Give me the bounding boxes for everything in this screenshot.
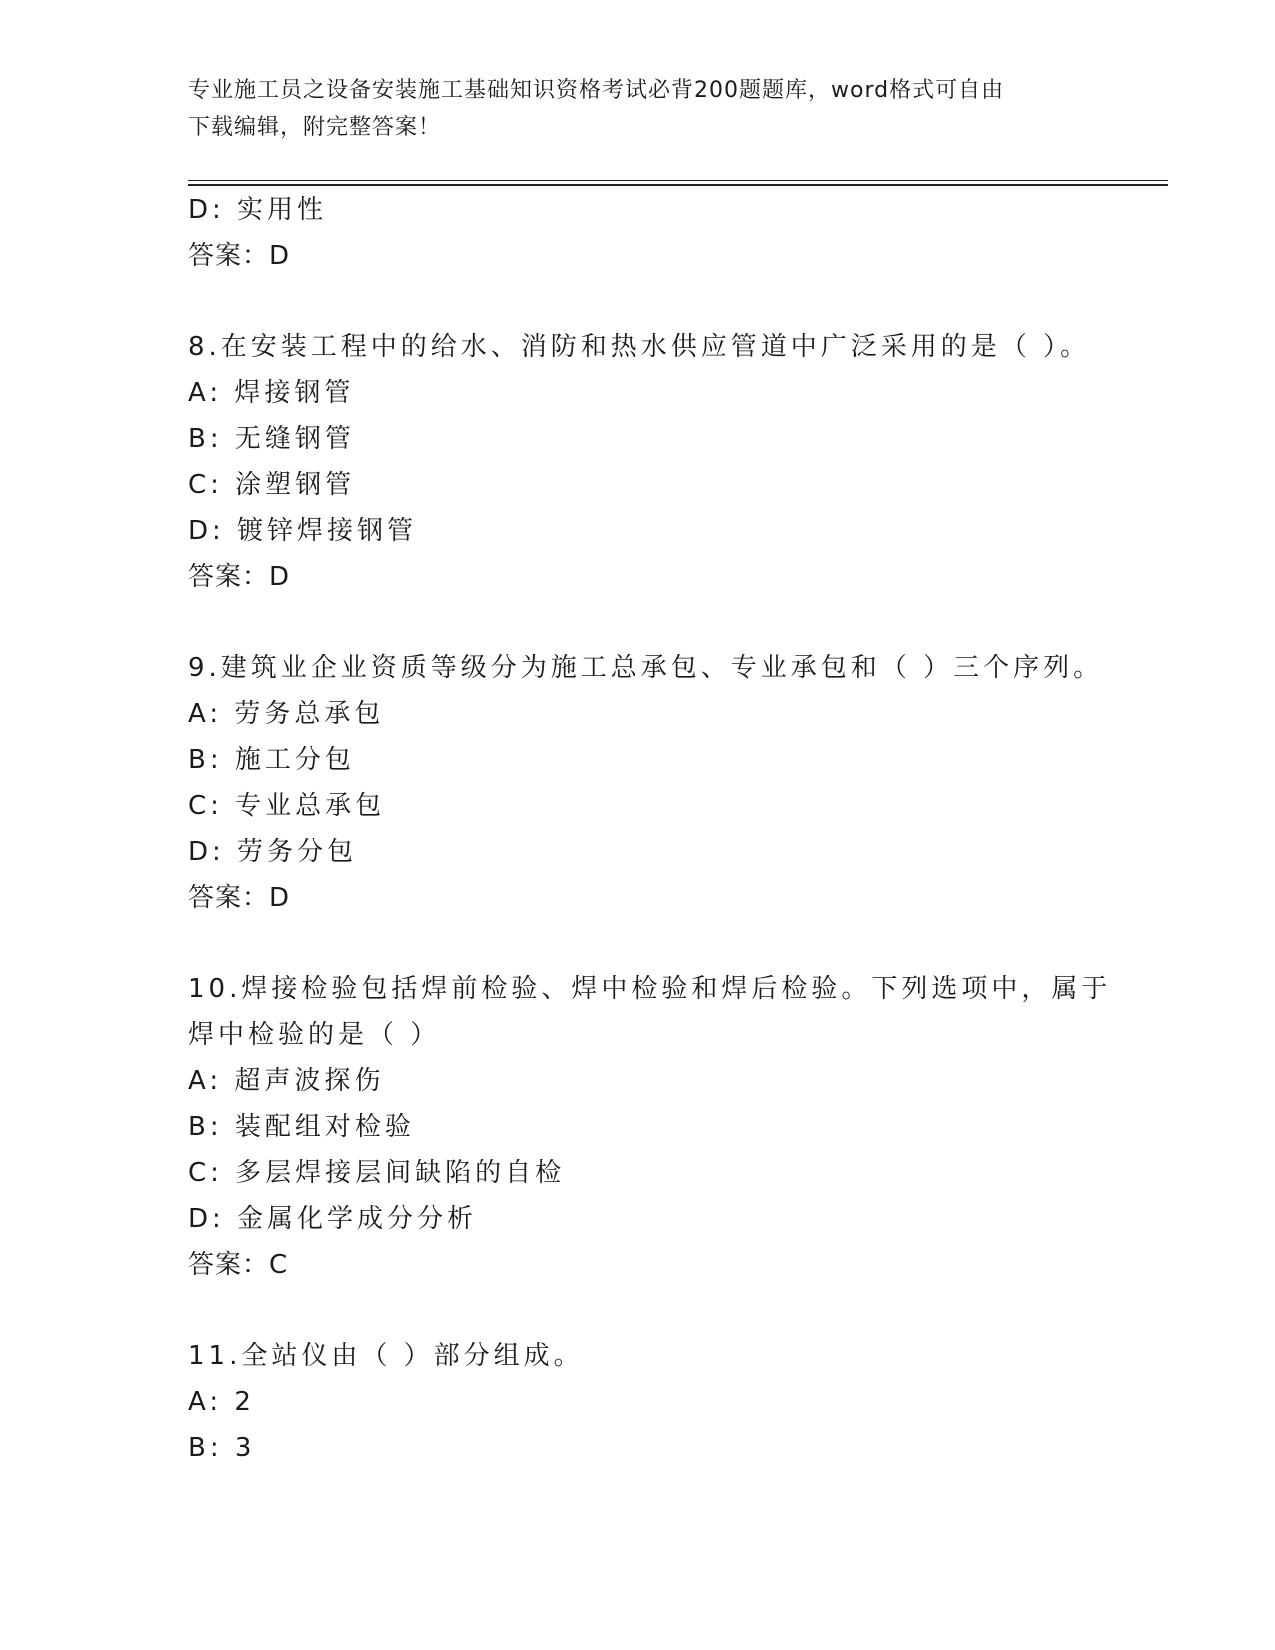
question-stem-line-1: 10.焊接检验包括焊前检验、焊中检验和焊后检验。下列选项中，属于 [188,974,1112,1004]
option-d: D: 劳务分包 [188,837,358,867]
question-block [188,966,1112,1288]
option-d: D: 镀锌焊接钢管 [188,516,418,546]
option-a: A: 超声波探伤 [188,1066,385,1096]
spacer [188,600,1088,645]
header-divider-thin [188,180,1168,181]
question-stem: 9.建筑业企业资质等级分为施工总承包、专业承包和（ ）三个序列。 [188,653,1104,683]
spacer [188,1288,1088,1333]
question-stem: 8.在安装工程中的给水、消防和热水供应管道中广泛采用的是（ ）。 [188,332,1091,362]
answer-line: 答案：D [188,562,291,592]
question-block [188,324,1091,600]
question-block [188,645,1104,921]
option-b: B: 3 [188,1433,256,1463]
answer-line: 答案：D [188,883,291,913]
header-divider-thick [188,184,1168,186]
question-stem-line-2: 焊中检验的是（ ） [188,1020,441,1050]
option-d: D: 金属化学成分分析 [188,1204,478,1234]
option-a: A: 2 [188,1387,255,1417]
document-header [188,72,1088,146]
option-d: D: 实用性 [188,195,328,225]
option-a: A: 劳务总承包 [188,699,385,729]
question-stem: 11.全站仪由（ ）部分组成。 [188,1341,584,1371]
option-a: A: 焊接钢管 [188,378,355,408]
answer-line: 答案：D [188,241,291,271]
option-c: C: 涂塑钢管 [188,470,356,500]
answer-line: 答案：C [188,1250,289,1280]
question-list [188,187,1112,1471]
option-b: B: 施工分包 [188,745,355,775]
option-c: C: 专业总承包 [188,791,386,821]
spacer [188,921,1088,966]
spacer [188,279,1088,324]
option-b: B: 无缝钢管 [188,424,355,454]
header-line-2: 下载编辑，附完整答案！ [188,115,442,140]
header-line-1: 专业施工员之设备安装施工基础知识资格考试必背200题题库，word格式可自由 [188,78,1005,103]
question-block [188,1333,1088,1471]
option-b: B: 装配组对检验 [188,1112,415,1142]
option-c: C: 多层焊接层间缺陷的自检 [188,1158,566,1188]
